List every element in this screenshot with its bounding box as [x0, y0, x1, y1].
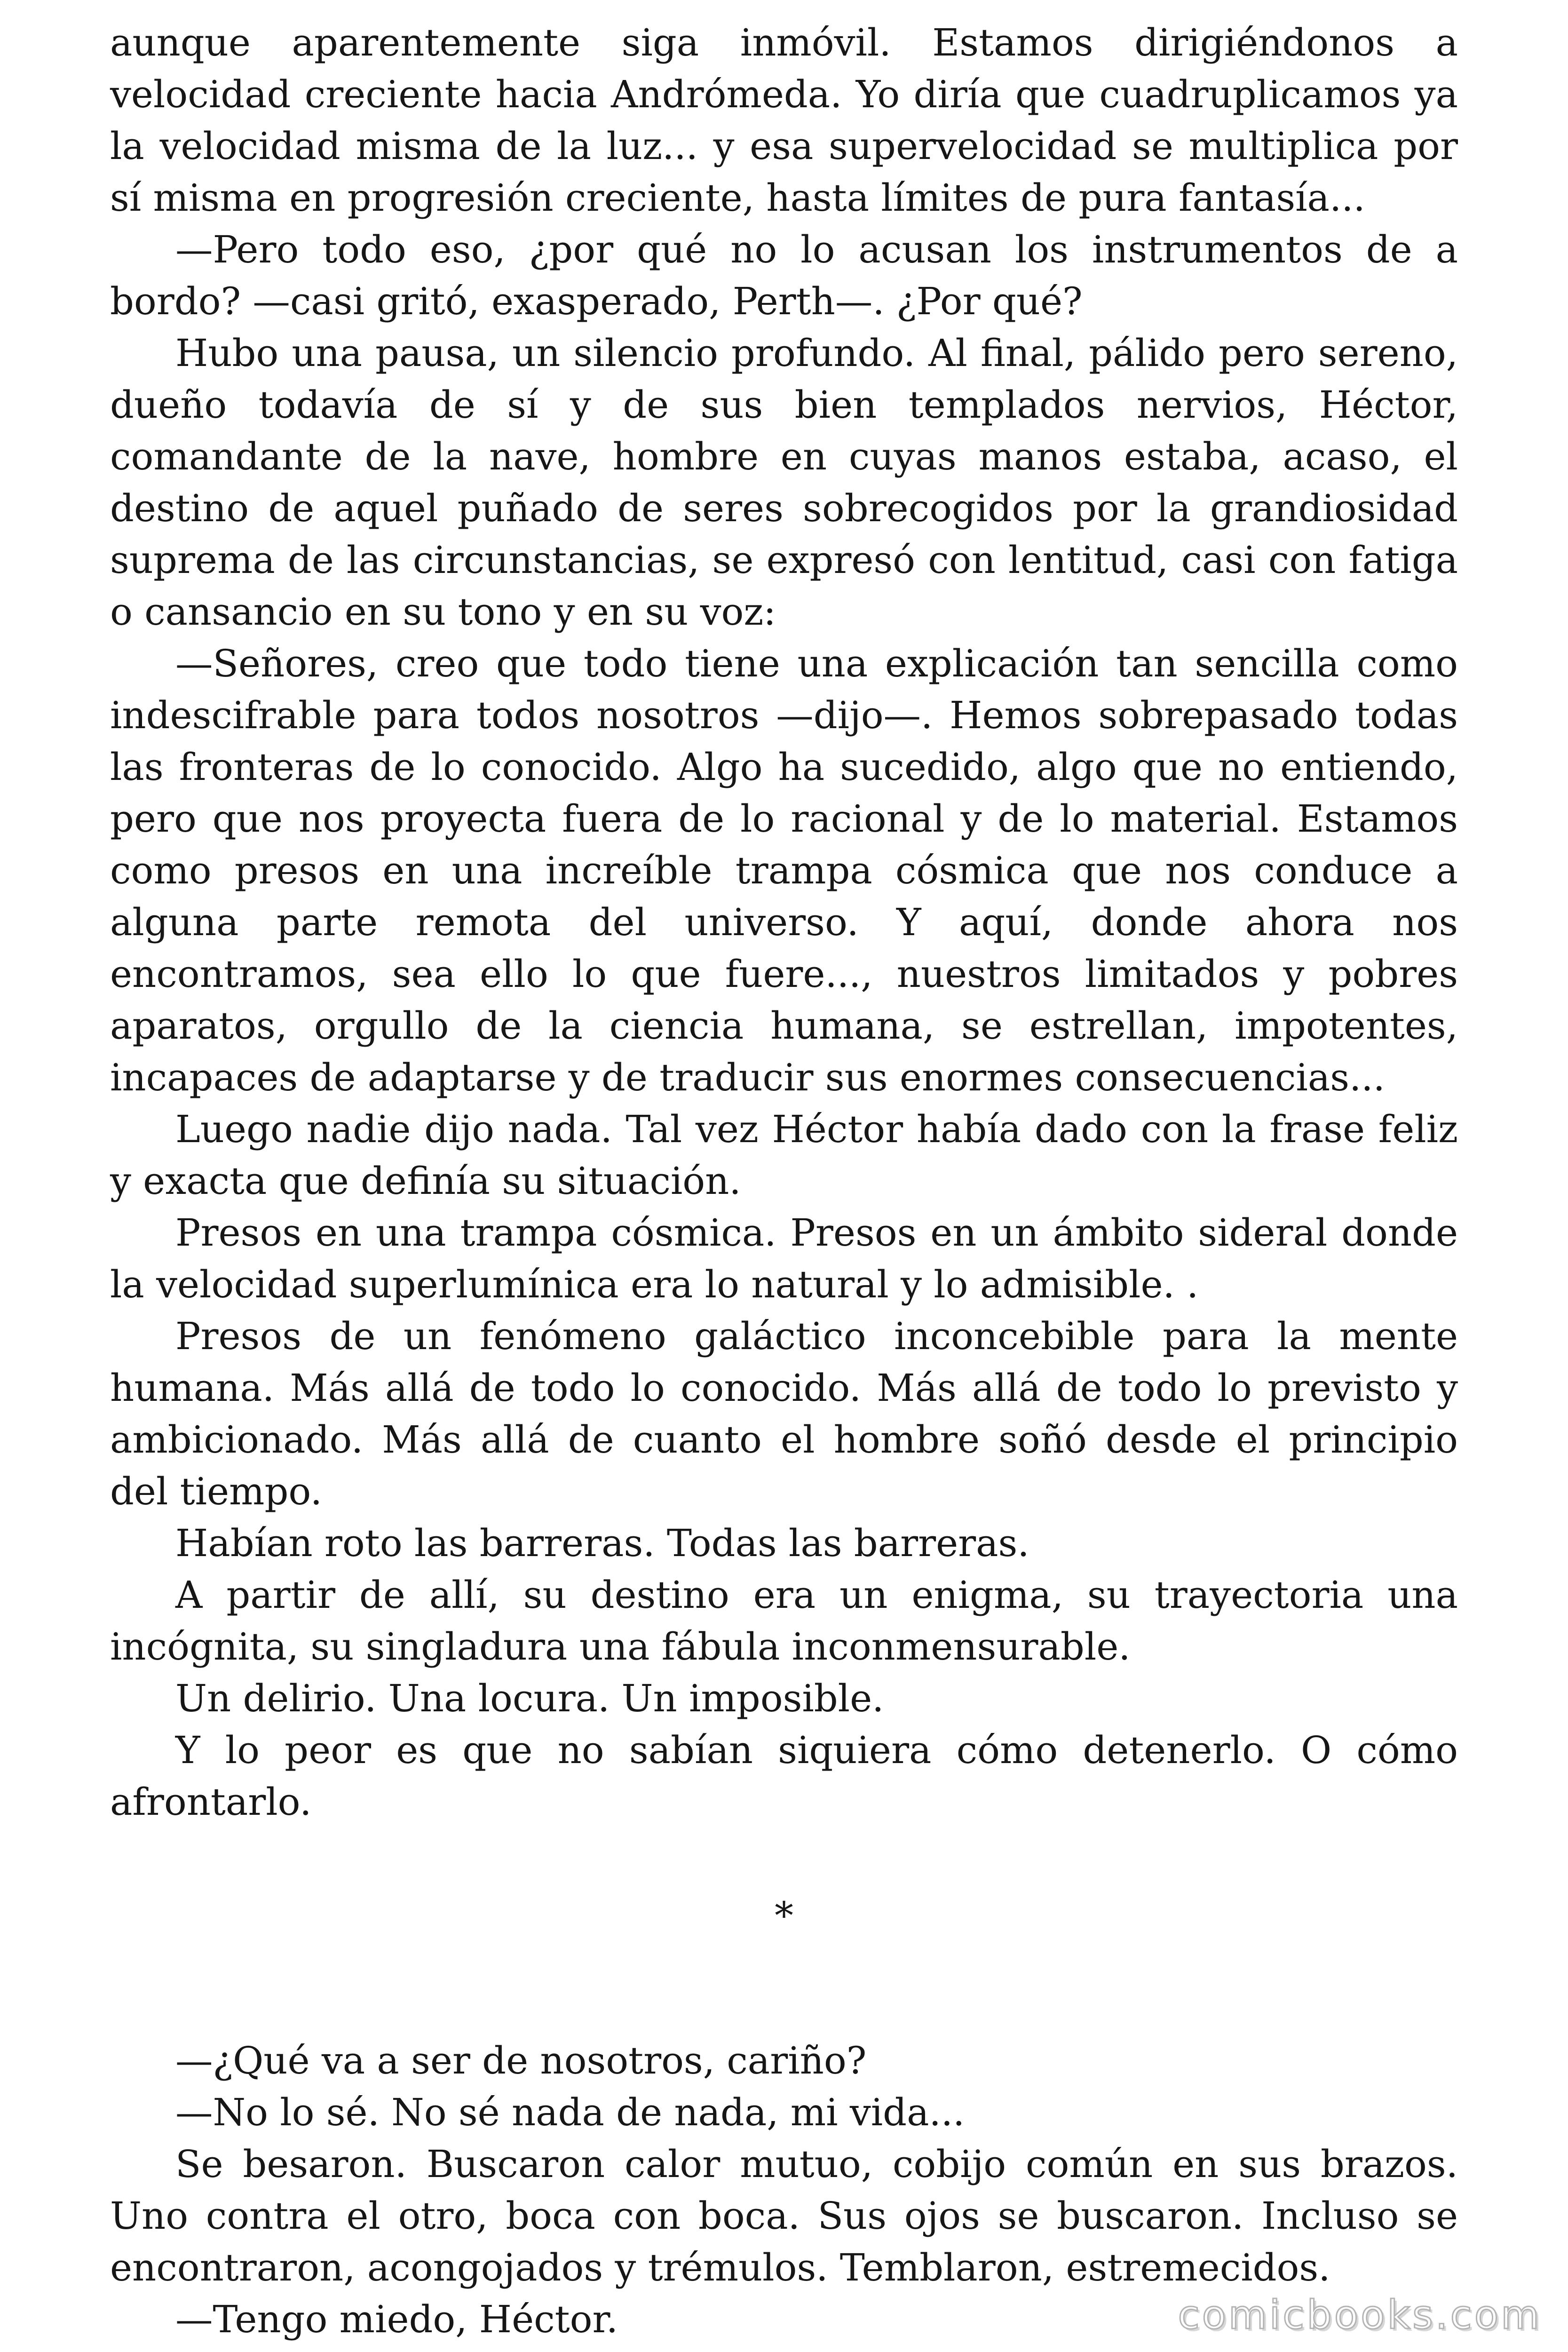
paragraph-continuation: aunque aparentemente siga inmóvil. Estamos dirigiéndonos a velocidad creciente hacia Andrómeda. Yo diría que cuadruplicamos ya la velocidad misma de la luz... y esa supervelocidad se multiplica por sí misma en progresión creciente, hasta límites de pura fantasía...: [110, 21, 1458, 220]
paragraph-narration: Se besaron. Buscaron calor mutuo, cobijo común en sus brazos. Uno contra el otro, boca con boca. Sus ojos se buscaron. Incluso se encontraron, acongojados y trémulos. Temblaron, estremecidos.: [110, 2142, 1458, 2289]
scene-break-asterisk: *: [775, 1894, 793, 1938]
paragraph-dialogue-hector: —Señores, creo que todo tiene una explicación tan sencilla como indescifrable para todos nosotros —dijo—. Hemos sobrepasado todas las fronteras de lo conocido. Algo ha sucedido, algo que no entiendo, pero que nos proyecta fuera de lo racional y de lo material. Estamos como presos en una increíble trampa cósmica que nos conduce a alguna parte remota del universo. Y aquí, donde ahora nos encontramos, sea ello lo que fuere..., nuestros limitados y pobres aparatos, orgullo de la ciencia humana, se estrellan, impotentes, incapaces de adaptarse y de traducir sus enormes consecuencias...: [110, 642, 1458, 1099]
paragraph-narration: Presos en una trampa cósmica. Presos en un ámbito sideral donde la velocidad superlumínica era lo natural y lo admisible. .: [110, 1211, 1458, 1306]
paragraph-narration: Presos de un fenómeno galáctico inconcebible para la mente humana. Más allá de todo lo conocido. Más allá de todo lo previsto y ambicionado. Más allá de cuanto el hombre soñó desde el principio del tiempo.: [110, 1314, 1458, 1513]
paragraph-narration: Un delirio. Una locura. Un imposible.: [175, 1677, 884, 1720]
body-text: [110, 17, 1458, 2345]
paragraph-narration: Y lo peor es que no sabían siquiera cómo detenerlo. O cómo afrontarlo.: [110, 1728, 1458, 1824]
paragraph-narration: Habían roto las barreras. Todas las barreras.: [175, 1521, 1029, 1565]
watermark-logo: comicbooks.com: [1178, 2292, 1542, 2338]
paragraph-dialogue: —No lo sé. No sé nada de nada, mi vida...: [175, 2090, 965, 2134]
paragraph-narration: Hubo una pausa, un silencio profundo. Al final, pálido pero sereno, dueño todavía de sí y de sus bien templados nervios, Héctor, comandante de la nave, hombre en cuyas manos estaba, acaso, el destino de aquel puñado de seres sobrecogidos por la grandiosidad suprema de las circunstancias, se expresó con lentitud, casi con fatiga o cansancio en su tono y en su voz:: [110, 331, 1458, 634]
scene-break: [110, 1828, 1458, 2035]
paragraph-narration: A partir de allí, su destino era un enigma, su trayectoria una incógnita, su singladura una fábula inconmensurable.: [110, 1573, 1458, 1669]
paragraph-dialogue-perth: —Pero todo eso, ¿por qué no lo acusan los instrumentos de a bordo? —casi gritó, exasperado, Perth—. ¿Por qué?: [110, 228, 1458, 323]
paragraph-dialogue: —¿Qué va a ser de nosotros, cariño?: [175, 2039, 867, 2082]
paragraph-dialogue: —Tengo miedo, Héctor.: [175, 2297, 618, 2341]
paragraph-narration: Luego nadie dijo nada. Tal vez Héctor había dado con la frase feliz y exacta que definía su situación.: [110, 1107, 1458, 1203]
